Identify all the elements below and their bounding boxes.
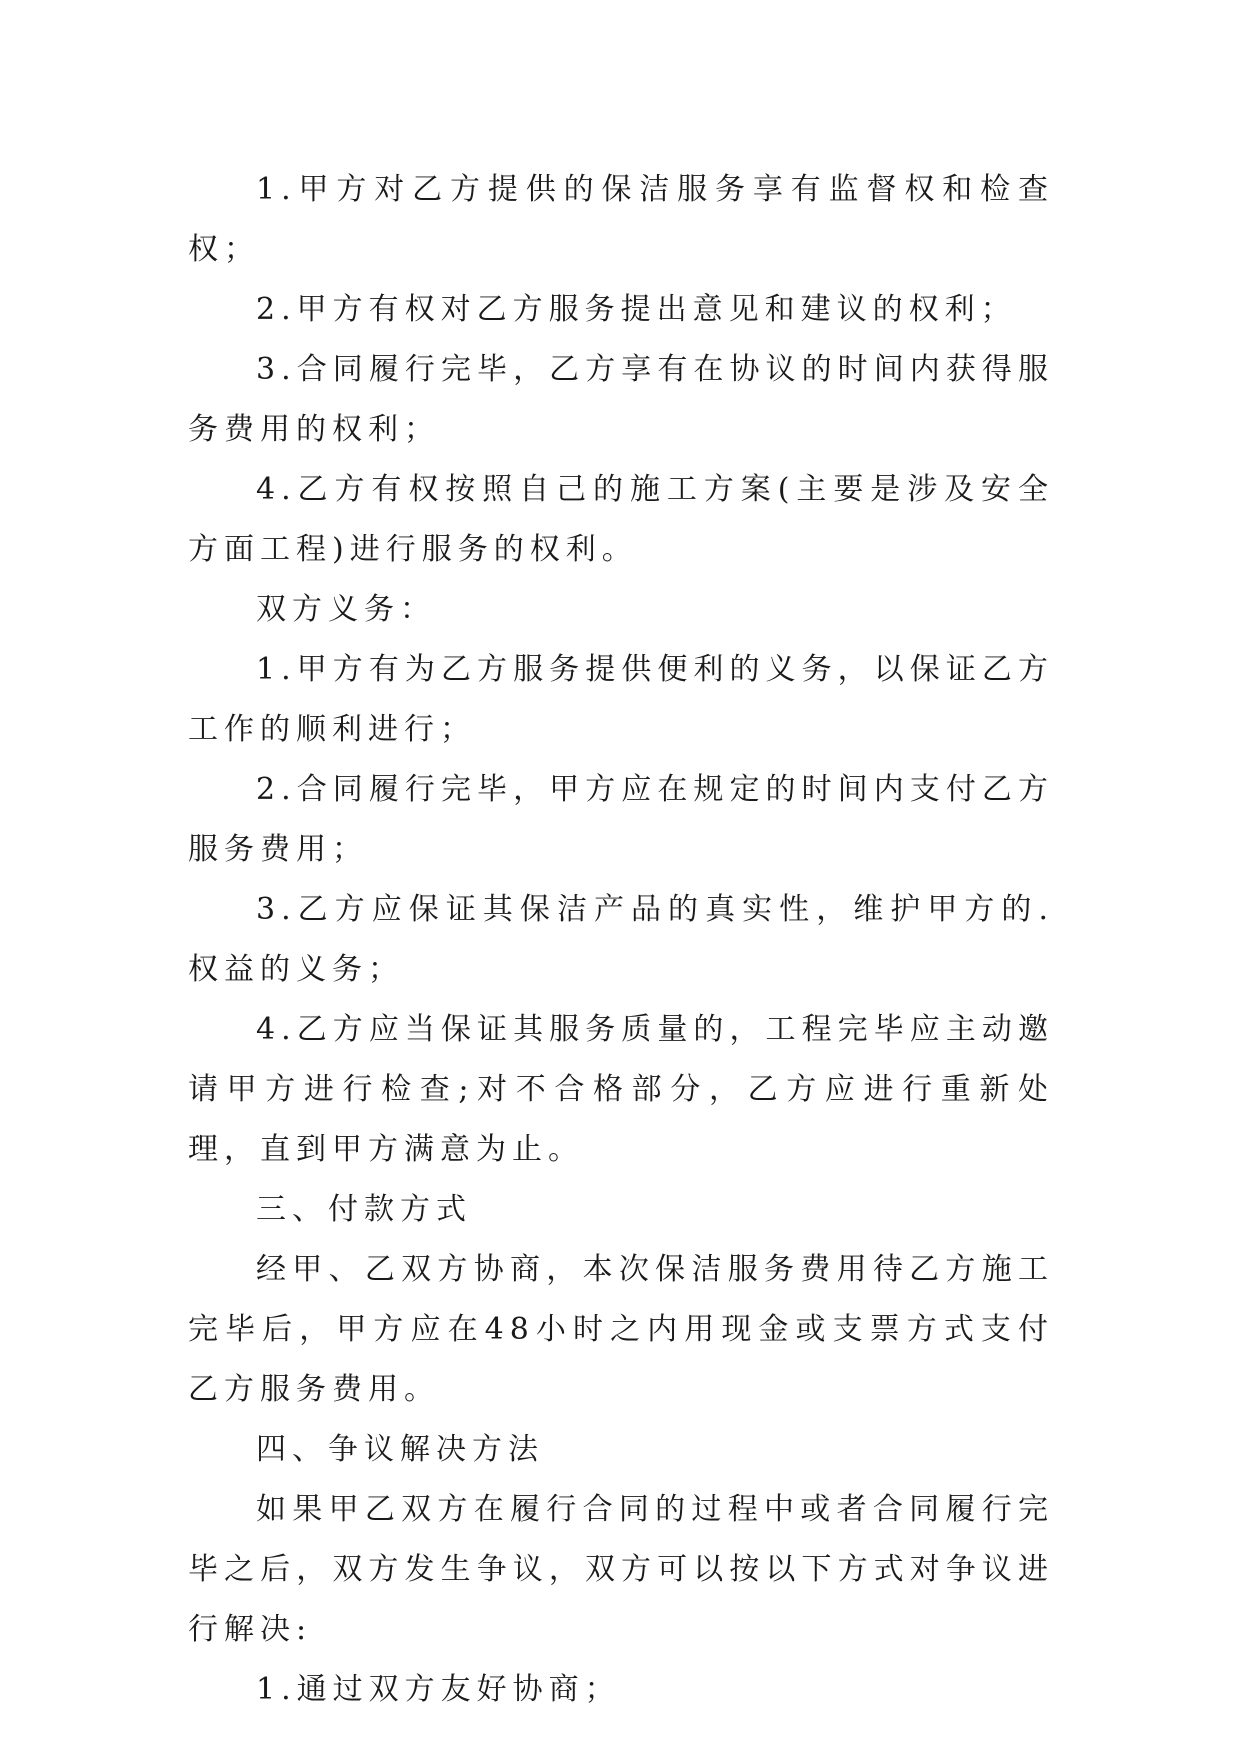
obligation-item-4: 4.乙方应当保证其服务质量的，工程完毕应主动邀请甲方进行检查;对不合格部分，乙方应进行重新处理，直到甲方满意为止。 [188,1012,1054,1167]
obligation-item-1: 1.甲方有为乙方服务提供便利的义务，以保证乙方工作的顺利进行； [188,652,1054,747]
section-heading-obligations: 双方义务： [256,592,436,627]
right-item-1: 1.甲方对乙方提供的保洁服务享有监督权和检查权； [188,172,1054,267]
right-item-2: 2.甲方有权对乙方服务提出意见和建议的权利； [256,292,1017,327]
section-heading-dispute: 四、争议解决方法 [256,1432,544,1467]
payment-terms: 经甲、乙双方协商，本次保洁服务费用待乙方施工完毕后，甲方应在48小时之内用现金或支票方式支付乙方服务费用。 [188,1252,1054,1407]
dispute-intro: 如果甲乙双方在履行合同的过程中或者合同履行完毕之后，双方发生争议，双方可以按以下方式对争议进行解决: [188,1492,1054,1647]
section-heading-payment: 三、付款方式 [256,1192,472,1227]
dispute-item-1: 1.通过双方友好协商； [256,1672,621,1707]
obligation-item-2: 2.合同履行完毕，甲方应在规定的时间内支付乙方服务费用； [188,772,1054,867]
obligation-item-3: 3.乙方应保证其保洁产品的真实性，维护甲方的.权益的义务； [188,892,1054,987]
right-item-4: 4.乙方有权按照自己的施工方案(主要是涉及安全方面工程)进行服务的权利。 [188,472,1054,567]
document-body [188,160,1054,1720]
right-item-3: 3.合同履行完毕，乙方享有在协议的时间内获得服务费用的权利； [188,352,1054,447]
